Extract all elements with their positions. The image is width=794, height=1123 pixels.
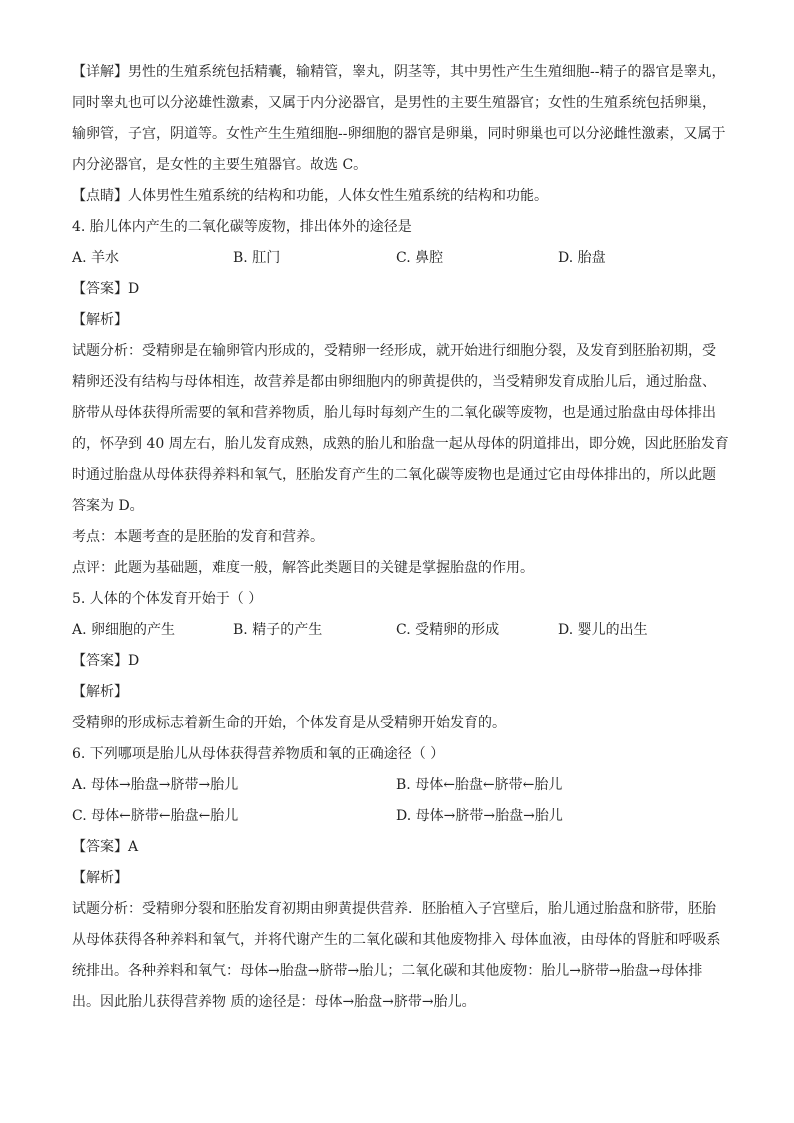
q6-answer: 【答案】A: [72, 839, 139, 855]
q5-option-d: D. 婴儿的出生: [558, 622, 648, 638]
q6-stem: 6. 下列哪项是胎儿从母体获得营养物质和氧的正确途径（ ）: [72, 746, 445, 762]
q6-analysis-label: 【解析】: [72, 870, 128, 886]
q5-option-c: C. 受精卵的形成: [396, 622, 500, 638]
q4-analysis-line-4: 的，怀孕到 40 周左右，胎儿发育成熟，成熟的胎儿和胎盘一起从母体的阴道排出，即分娩，因此胚胎发育: [72, 436, 729, 452]
comment-line: 【点睛】人体男性生殖系统的结构和功能，人体女性生殖系统的结构和功能。: [72, 188, 548, 204]
q4-analysis-line-2: 精卵还没有结构与母体相连，故营养是都由卵细胞内的卵黄提供的，当受精卵发育成胎儿后，通过胎盘、: [72, 374, 716, 390]
q5-analysis-label: 【解析】: [72, 684, 128, 700]
q5-options: [72, 620, 732, 640]
q6-analysis-line-2: 从母体获得各种养料和氧气，并将代谢产生的二氧化碳和其他废物排入 母体血液，由母体的肾脏和呼吸系: [72, 932, 721, 948]
detail-line-2: 同时睾丸也可以分泌雄性激素，又属于内分泌器官，是男性的主要生殖器官；女性的生殖系统包括卵巢，: [72, 95, 716, 111]
q4-option-d: D. 胎盘: [558, 250, 606, 266]
q4-analysis-label: 【解析】: [72, 312, 128, 328]
q6-option-b: B. 母体←胎盘←脐带←胎儿: [396, 777, 563, 793]
detail-line-4: 内分泌器官，是女性的主要生殖器官。故选 C。: [72, 157, 368, 173]
q5-option-b: B. 精子的产生: [233, 622, 323, 638]
q6-option-d: D. 母体→脐带→胎盘→胎儿: [396, 808, 563, 824]
q5-analysis-line-1: 受精卵的形成标志着新生命的开始，个体发育是从受精卵开始发育的。: [72, 715, 506, 731]
q4-analysis-line-3: 脐带从母体获得所需要的氧和营养物质，胎儿每时每刻产生的二氧化碳等废物，也是通过胎盘由母体排出: [72, 405, 716, 421]
detail-line-3: 输卵管，子宫，阴道等。女性产生生殖细胞--卵细胞的器官是卵巢，同时卵巢也可以分泌雌性激素，又属于: [72, 126, 726, 142]
q4-analysis-line-5: 时通过胎盘从母体获得养料和氧气，胚胎发育产生的二氧化碳等废物也是通过它由母体排出的，所以此题: [72, 467, 716, 483]
q4-analysis-line-6: 答案为 D。: [72, 498, 144, 514]
q6-analysis-line-1: 试题分析：受精卵分裂和胚胎发育初期由卵黄提供营养．胚胎植入子宫壁后，胎儿通过胎盘和脐带，胚胎: [72, 901, 716, 917]
q4-dianping: 点评：此题为基础题，难度一般，解答此类题目的关键是掌握胎盘的作用。: [72, 560, 534, 576]
q5-option-a: A. 卵细胞的产生: [72, 622, 176, 638]
q4-option-a: A. 羊水: [72, 250, 120, 266]
q6-options-row-1: [72, 775, 732, 795]
q4-option-c: C. 鼻腔: [396, 250, 444, 266]
q4-options: [72, 248, 732, 268]
q4-option-b: B. 肛门: [233, 250, 281, 266]
q4-answer: 【答案】D: [72, 281, 140, 297]
q4-kaodian: 考点：本题考查的是胚胎的发育和营养。: [72, 529, 324, 545]
q4-stem: 4. 胎儿体内产生的二氧化碳等废物，排出体外的途径是: [72, 219, 412, 235]
q6-options-row-2: [72, 806, 732, 826]
q6-analysis-line-3: 统排出。各种养料和氧气：母体→胎盘→脐带→胎儿；二氧化碳和其他废物：胎儿→脐带→胎盘→母体排: [72, 963, 703, 979]
q6-option-a: A. 母体→胎盘→脐带→胎儿: [72, 777, 239, 793]
q5-stem: 5. 人体的个体发育开始于（ ）: [72, 591, 263, 607]
detail-line-1: 【详解】男性的生殖系统包括精囊，输精管，睾丸，阴茎等，其中男性产生生殖细胞--精子的器官是睾丸，: [72, 64, 726, 80]
q6-analysis-line-4: 出。因此胎儿获得营养物 质的途径是：母体→胎盘→脐带→胎儿。: [72, 994, 476, 1010]
q6-option-c: C. 母体←脐带←胎盘←胎儿: [72, 808, 239, 824]
q4-analysis-line-1: 试题分析：受精卵是在输卵管内形成的，受精卵一经形成，就开始进行细胞分裂，及发育到胚胎初期，受: [72, 343, 716, 359]
q5-answer: 【答案】D: [72, 653, 140, 669]
